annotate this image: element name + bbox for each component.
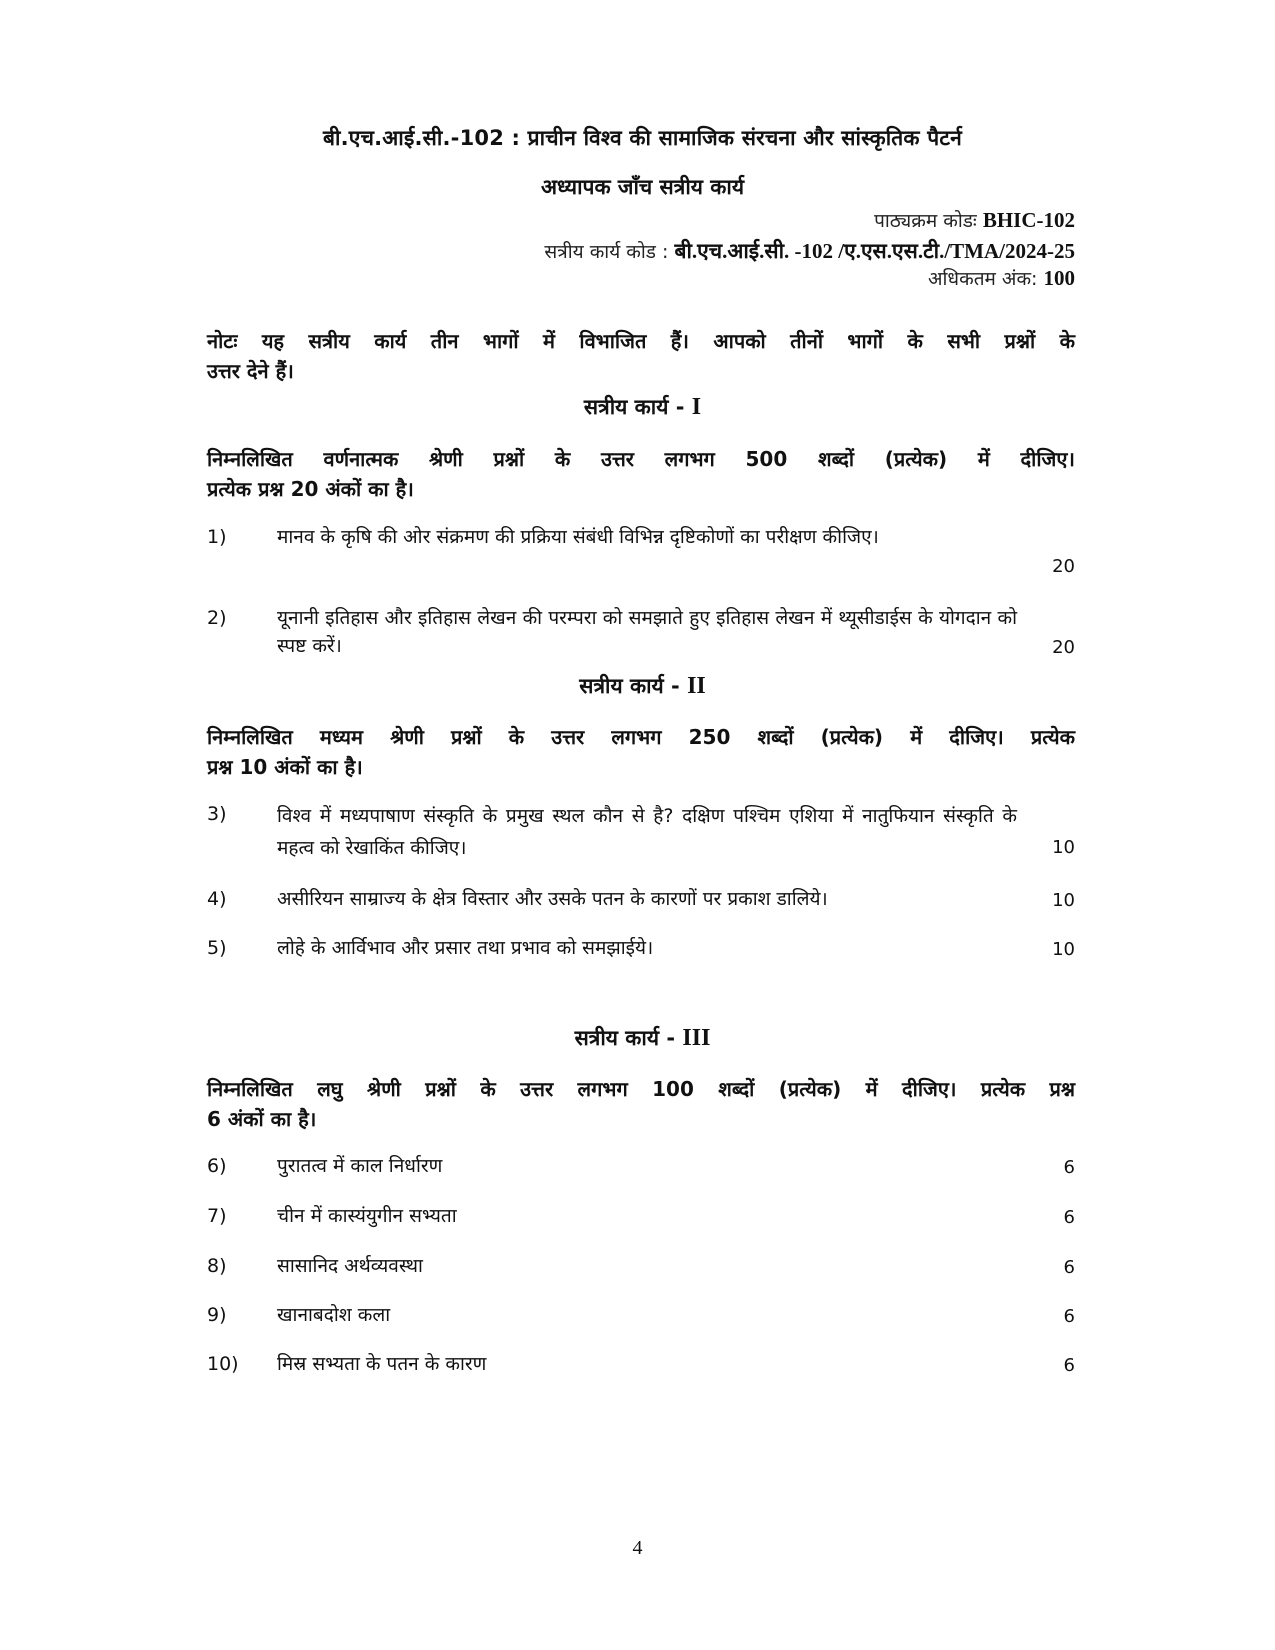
instruction-line-2: प्रश्न 10 अंकों का है। <box>207 755 363 779</box>
question-text: मानव के कृषि की ओर संक्रमण की प्रक्रिया संबंधी विभिन्न दृष्टिकोणों का परीक्षण कीजिए। <box>277 526 879 548</box>
question-marks: 6 <box>1063 1157 1075 1178</box>
question-item <box>207 1350 1075 1380</box>
question-item <box>207 1202 1075 1232</box>
question-number: 6) <box>207 1155 227 1177</box>
section-heading-prefix: सत्रीय कार्य - <box>579 674 680 698</box>
section-heading-roman: III <box>682 1025 711 1051</box>
question-number: 5) <box>207 937 227 959</box>
question-marks: 6 <box>1063 1257 1075 1278</box>
question-item <box>207 885 1075 915</box>
max-marks-label: अधिकतम अंक: <box>927 268 1038 290</box>
question-marks: 10 <box>1052 890 1075 911</box>
section-instruction-1 <box>207 444 1075 504</box>
question-item <box>207 523 1075 583</box>
section-heading-roman: I <box>691 394 702 420</box>
question-text: पुरातत्व में काल निर्धारण <box>277 1155 443 1177</box>
section-heading-roman: II <box>687 673 706 699</box>
max-marks-line <box>928 265 1075 291</box>
question-text: लोहे के आर्विभाव और प्रसार तथा प्रभाव को समझाईये। <box>277 937 654 959</box>
question-marks: 6 <box>1063 1355 1075 1376</box>
question-text: खानाबदोश कला <box>277 1304 391 1326</box>
section-heading-2 <box>190 672 1095 700</box>
note-line-2: उत्तर देने हैं। <box>207 359 294 383</box>
question-item <box>207 800 1075 862</box>
document-title: बी.एच.आई.सी.-102 : प्राचीन विश्व की सामाजिक संरचना और सांस्कृतिक पैटर्न <box>322 126 963 150</box>
question-marks: 6 <box>1063 1207 1075 1228</box>
question-text: सासानिद अर्थव्यवस्था <box>277 1255 423 1277</box>
question-text: यूनानी इतिहास और इतिहास लेखन की परम्परा को समझाते हुए इतिहास लेखन में थ्यूसीडाईस के योगदान को स्पष्ट करें। <box>277 607 1017 657</box>
note-line-1: नोटः यह सत्रीय कार्य तीन भागों में विभाजित हैं। आपको तीनों भागों के सभी प्रश्नों के <box>207 329 1075 353</box>
question-item <box>207 1252 1075 1282</box>
section-instruction-2 <box>207 722 1075 782</box>
question-number: 3) <box>207 803 227 825</box>
question-text: मिस्र सभ्यता के पतन के कारण <box>277 1353 487 1375</box>
instruction-line-1: निम्नलिखित वर्णनात्मक श्रेणी प्रश्नों के उत्तर लगभग 500 शब्दों (प्रत्येक) में दीजिए। <box>207 447 1075 471</box>
question-number: 8) <box>207 1255 227 1277</box>
instruction-line-1: निम्नलिखित मध्यम श्रेणी प्रश्नों के उत्तर लगभग 250 शब्दों (प्रत्येक) में दीजिए। प्रत्येक <box>207 725 1075 749</box>
course-code-value: BHIC-102 <box>982 208 1075 232</box>
document-subtitle: अध्यापक जाँच सत्रीय कार्य <box>540 175 745 199</box>
question-text: चीन में कास्यंयुगीन सभ्यता <box>277 1205 457 1227</box>
question-item <box>207 934 1075 964</box>
instruction-line-1: निम्नलिखित लघु श्रेणी प्रश्नों के उत्तर लगभग 100 शब्दों (प्रत्येक) में दीजिए। प्रत्येक प्रश्न <box>207 1077 1075 1101</box>
question-item <box>207 1152 1075 1182</box>
section-instruction-3 <box>207 1074 1075 1134</box>
question-number: 7) <box>207 1205 227 1227</box>
general-note <box>207 326 1075 386</box>
instruction-line-2: 6 अंकों का है। <box>207 1107 317 1131</box>
question-marks: 20 <box>1052 556 1075 577</box>
question-number: 4) <box>207 888 227 910</box>
question-text: असीरियन साम्राज्य के क्षेत्र विस्तार और उसके पतन के कारणों पर प्रकाश डालिये। <box>277 888 828 910</box>
question-text: विश्व में मध्यपाषाण संस्कृति के प्रमुख स्थल कौन से है? दक्षिण पश्चिम एशिया में नातुफियान संस्कृति के महत्व को रेखाकिंत कीजिए। <box>277 805 1017 859</box>
question-marks: 10 <box>1052 837 1075 858</box>
max-marks-value: 100 <box>1043 266 1075 290</box>
section-heading-3 <box>190 1024 1095 1052</box>
assignment-code-label: सत्रीय कार्य कोड : <box>544 241 669 263</box>
question-number: 2) <box>207 607 227 629</box>
question-number: 10) <box>207 1353 239 1375</box>
course-code-label: पाठ्यक्रम कोडः <box>874 210 977 232</box>
question-marks: 10 <box>1052 939 1075 960</box>
question-item <box>207 604 1075 664</box>
instruction-line-2: प्रत्येक प्रश्न 20 अंकों का है। <box>207 477 414 501</box>
page-number: 4 <box>632 1537 643 1559</box>
assignment-code-value: बी.एच.आई.सी. -102 /ए.एस.एस.टी./TMA/2024-25 <box>674 239 1075 263</box>
section-heading-1 <box>190 393 1095 421</box>
course-code-line <box>874 207 1075 233</box>
question-marks: 6 <box>1063 1306 1075 1327</box>
question-item <box>207 1301 1075 1331</box>
assignment-code-line <box>544 237 1075 265</box>
section-heading-prefix: सत्रीय कार्य - <box>574 1026 676 1050</box>
section-heading-prefix: सत्रीय कार्य - <box>583 395 685 419</box>
question-number: 9) <box>207 1304 227 1326</box>
question-marks: 20 <box>1052 637 1075 658</box>
question-number: 1) <box>207 526 227 548</box>
